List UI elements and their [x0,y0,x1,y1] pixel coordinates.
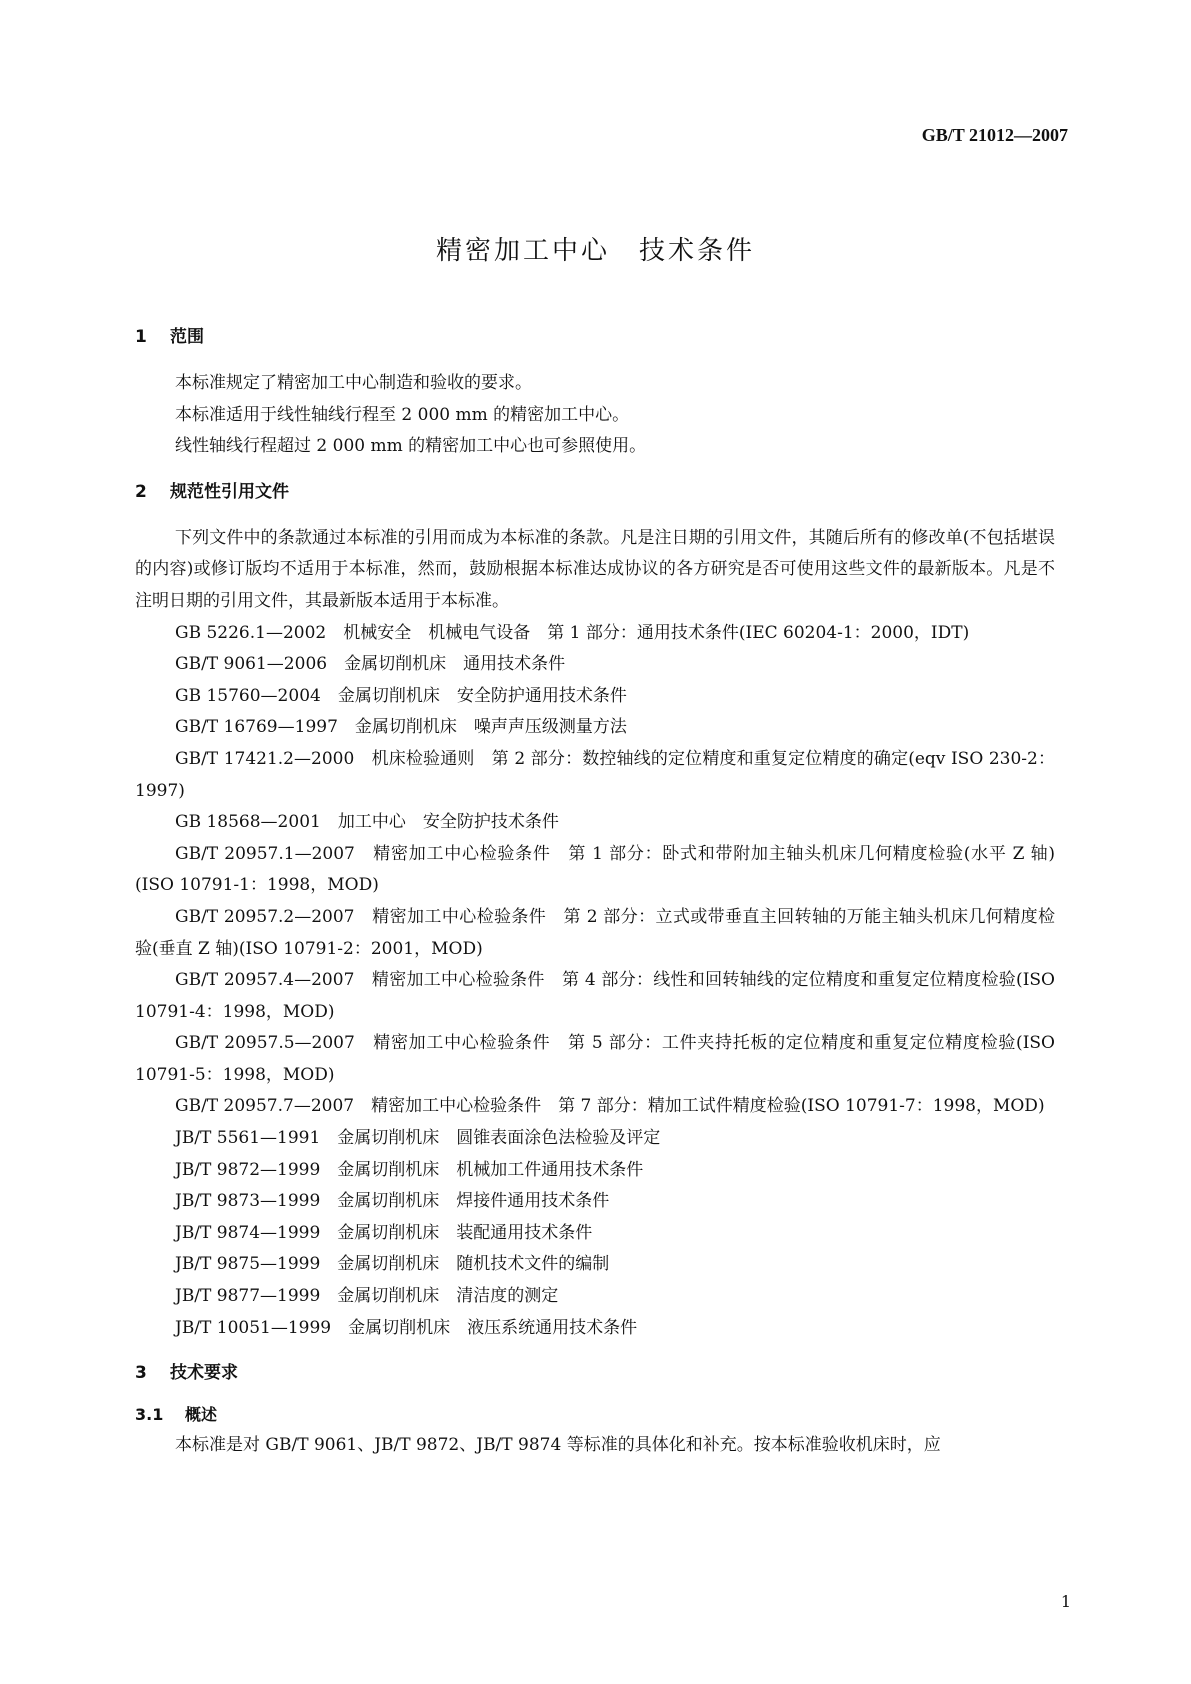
reference-item: GB/T 16769—1997 金属切削机床 噪声声压级测量方法 [175,717,627,738]
reference-item: GB/T 20957.5—2007 精密加工中心检验条件 第 5 部分：工件夹持托板的定位精度和重复定位精度检验(ISO 10791-5：1998，MOD) [135,1033,1055,1085]
reference-item: GB/T 20957.4—2007 精密加工中心检验条件 第 4 部分：线性和回转轴线的定位精度和重复定位精度检验(ISO 10791-4：1998，MOD) [135,970,1055,1022]
reference-item: GB/T 20957.7—2007 精密加工中心检验条件 第 7 部分：精加工试件精度检验(ISO 10791-7：1998，MOD) [175,1096,1045,1117]
section-number: 1 [135,327,147,347]
section-title: 技术要求 [170,1363,238,1384]
section-title: 范围 [170,327,204,347]
section-number: 2 [135,481,147,502]
section-2-body [135,523,1055,1344]
section-number: 3 [135,1363,147,1384]
reference-item: JB/T 10051—1999 金属切削机床 液压系统通用技术条件 [175,1317,638,1338]
subsection-number: 3.1 [135,1405,164,1425]
reference-item: JB/T 9874—1999 金属切削机床 装配通用技术条件 [175,1222,593,1243]
reference-item: JB/T 9873—1999 金属切削机床 焊接件通用技术条件 [175,1191,610,1212]
reference-item: GB 5226.1—2002 机械安全 机械电气设备 第 1 部分：通用技术条件(IEC 60204-1：2000，IDT) [175,622,970,643]
reference-item: GB/T 17421.2—2000 机床检验通则 第 2 部分：数控轴线的定位精度和重复定位精度的确定(eqv ISO 230-2：1997) [135,748,1055,801]
section-title: 规范性引用文件 [170,481,289,502]
intro-paragraph: 下列文件中的条款通过本标准的引用而成为本标准的条款。凡是注日期的引用文件，其随后所有的修改单(不包括堪误的内容)或修订版均不适用于本标准，然而，鼓励根据本标准达成协议的各方研究是否可使用这些文件的最新版本。凡是不注明日期的引用文件，其最新版本适用于本标准。 [135,527,1055,611]
reference-item: JB/T 9877—1999 金属切削机床 清洁度的测定 [175,1286,559,1307]
reference-item: JB/T 9875—1999 金属切削机床 随机技术文件的编制 [175,1254,610,1275]
subsection-title: 概述 [185,1405,218,1425]
document-title: 精密加工中心 技术条件 [435,236,755,266]
reference-item: GB 18568—2001 加工中心 安全防护技术条件 [175,812,559,833]
paragraph: 本标准适用于线性轴线行程至 2 000 mm 的精密加工中心。 [175,404,630,425]
section-2-heading [135,475,1055,509]
section-3-heading [135,1356,1055,1390]
paragraph: 本标准规定了精密加工中心制造和验收的要求。 [175,373,532,393]
paragraph: 本标准是对 GB/T 9061、JB/T 9872、JB/T 9874 等标准的具体化和补充。按本标准验收机床时，应 [175,1435,941,1456]
document-body [135,320,1055,1462]
reference-item: JB/T 9872—1999 金属切削机床 机械加工件通用技术条件 [175,1159,644,1180]
section-1-heading [135,320,1055,354]
reference-item: GB/T 9061—2006 金属切削机床 通用技术条件 [175,654,566,675]
subsection-3-1-heading [135,1400,1055,1430]
reference-item: JB/T 5561—1991 金属切削机床 圆锥表面涂色法检验及评定 [175,1128,661,1149]
page-number: 1 [1060,1592,1071,1611]
reference-item: GB/T 20957.1—2007 精密加工中心检验条件 第 1 部分：卧式和带附加主轴头机床几何精度检验(水平 Z 轴)(ISO 10791-1：1998，MOD) [135,843,1055,896]
standard-number: GB/T 21012—2007 [921,125,1068,145]
reference-item: GB/T 20957.2—2007 精密加工中心检验条件 第 2 部分：立式或带垂直主回转轴的万能主轴头机床几何精度检验(垂直 Z 轴)(ISO 10791-2：2001，MOD) [135,906,1055,959]
reference-item: GB 15760—2004 金属切削机床 安全防护通用技术条件 [175,685,627,706]
section-1-body [135,368,1055,463]
paragraph: 线性轴线行程超过 2 000 mm 的精密加工中心也可参照使用。 [175,436,647,457]
